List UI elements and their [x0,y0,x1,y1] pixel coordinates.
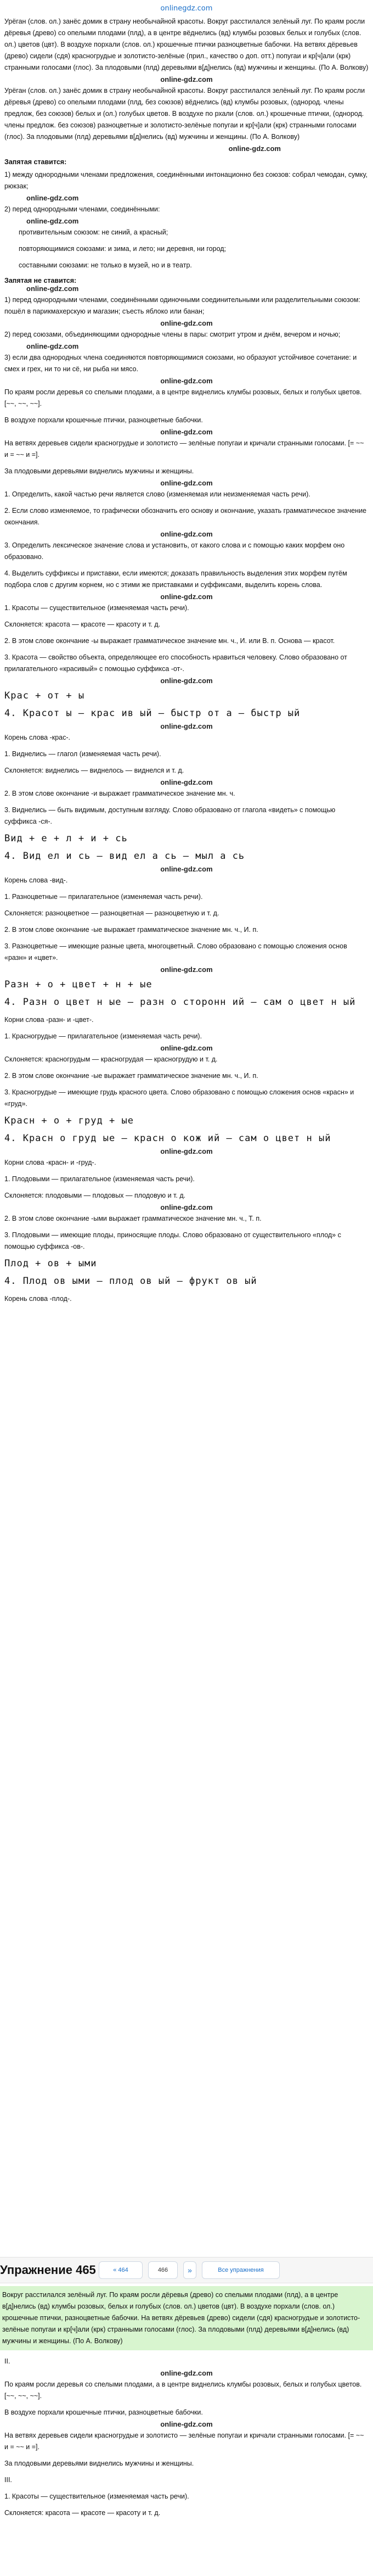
parse-line: 2. В этом слове окончание -ыми выражает грамматическое значение мн. ч., Т. п. [4,1215,262,1222]
morpheme-formula: 4. Разн о цвет н ые — разн о сторонн ий — сам о цвет н ый [4,997,356,1008]
watermark: online-gdz.com [160,865,213,873]
parse-line: 3. Плодовыми — имеющие плоды, приносящие плоды. Слово образовано от существительного «плод» с помощью суффикса -ов-. [4,1231,341,1250]
parse-line: Корни слова -красн- и -груд-. [4,1159,97,1166]
parse-line: 3. Виднелись — быть видимым, доступным взгляду. Слово образовано от глагола «видеть» с помощью суффикса -ся-. [4,806,336,825]
parse-line: Корень слова -плод-. [4,1295,72,1303]
nocomma-item: 3) если два однородных члена соединяются повторяющимися союзами, но образуют устойчивое сочетание: и смех и грех, ни то ни сё, ни рыба ни мясо. [4,354,357,373]
watermark: online-gdz.com [160,319,213,327]
morpheme-formula: Вид + е + л + и + сь [4,833,128,844]
comma-item: повторяющимися союзами: и зима, и лето; ни деревня, ни город; [19,245,227,253]
all-exercises-button[interactable]: Все упражнения [202,2261,280,2279]
comma-item: 1) между однородными членами предложения, соединёнными интонационно без союзов: собрал чемодан, сумку, рюкзак; [4,171,368,190]
parse-line: 1. Красоты — существительное (изменяемая часть речи). [4,604,189,612]
morpheme-formula: 4. Вид ел и сь — вид ел а сь — мыл а сь [4,851,245,862]
parse-line: Корни слова -разн- и -цвет-. [4,1016,94,1024]
morpheme-formula: 4. Плод ов ыми — плод ов ый — фрукт ов ый [4,1276,257,1287]
parse-line: 3. Красота — свойство объекта, определяющее его способность нравиться человеку. Слово образовано от прилагательного «красивый» с помощью суффикса -от-. [4,653,347,673]
watermark: online-gdz.com [228,144,281,153]
parse-line: Склоняется: красота — красоте — красоту и т. д. [4,621,161,628]
watermark: online-gdz.com [160,75,213,83]
morpheme-formula: Крас + от + ы [4,690,85,701]
parsed-sentence: В воздухе порхали крошечные птички, разноцветные бабочки. [4,2409,203,2416]
watermark: online-gdz.com [26,217,79,225]
comma-item: составными союзами: не только в музей, но и в театр. [19,261,192,269]
task-item: 3. Определить лексическое значение слова и установить, от какого слова и с помощью каких морфем оно образовано. [4,541,345,561]
comma-item: противительным союзом: не синий, а красный; [19,228,168,236]
parse-line: 2. В этом слове окончание -ы выражает грамматическое значение мн. ч., И. или В. п. Основа — красот. [4,637,335,645]
nocomma-title: Запятая не ставится: [4,277,77,284]
parsed-sentence: По краям росли деревья со спелыми плодами, а в центре виднелись клумбы розовых, белых и голубых цветов. [~~, ~~, ~~]. [4,388,362,407]
watermark: online-gdz.com [160,593,213,601]
parse-line: 3. Разноцветные — имеющие разные цвета, многоцветный. Слово образовано с помощью сложения основ «разн» и «цвет». [4,942,347,962]
watermark: online-gdz.com [160,965,213,974]
parsed-sentence: В воздухе порхали крошечные птички, разноцветные бабочки. [4,416,203,424]
watermark: online-gdz.com [160,530,213,538]
nocomma-item: 1) перед однородными членами, соединёнными одиночными соединительными или разделительными союзом: пошёл в парикмахерскую и магазин; съесть яблоко или банан; [4,296,360,315]
parse-line: 3. Красногрудые — имеющие грудь красного цвета. Слово образовано с помощью сложения основ «красн» и «груд». [4,1088,354,1108]
parse-line: 2. В этом слове окончание -ые выражает грамматическое значение мн. ч., И. п. [4,1072,258,1080]
parse-line: Склоняется: красота — красоте — красоту и т. д. [4,2509,161,2517]
exercise-pager [0,2257,373,2283]
parse-line: 2. В этом слове окончание -ые выражает грамматическое значение мн. ч., И. п. [4,926,258,934]
morpheme-formula: Плод + ов + ыми [4,1258,97,1269]
parse-line: 1. Плодовыми — прилагательное (изменяемая часть речи). [4,1175,195,1183]
morpheme-formula: 4. Красн о груд ые — красн о кож ий — сам о цвет н ый [4,1133,331,1144]
task-item: 1. Определить, какой частью речи является слово (изменяемая или неизменяемая часть речи). [4,490,310,498]
watermark: online-gdz.com [160,377,213,385]
parsed-sentence: За плодовыми деревьями виднелись мужчины и женщины. [4,467,194,475]
prev-exercise-button[interactable]: « 464 [99,2261,143,2279]
watermark: online-gdz.com [160,677,213,685]
roman-numeral: III. [4,2476,12,2484]
morpheme-formula: 4. Красот ы — крас ив ый — быстр от а — быстр ый [4,708,301,719]
answer-highlight: Вокруг расстилался зелёный луг. По краям росли дёревья (древо) со спелыми плодами (плд), а в центре в[д]нелись (вд) клумбы розовых, белых и голубых (слов. ол.) цветов (цвт). В воздухе порхали (слов. ол.) крошечные птички, разноцветные бабочки. На ветвях дёревьев (древо) сидели (сдя) красногрудые и золотисто-зелёные попугаи и кр[ч]али (крк) странными голосами (глос). За плодовыми (плд) деревьями в[д]нелись (вд) мужчины и женщины. (По А. Волкову) [0,2286,373,2350]
parse-line: 1. Красоты — существительное (изменяемая часть речи). [4,2493,189,2500]
roman-numeral: II. [4,2357,10,2365]
nocomma-item: 2) перед союзами, объединяющими однородные члены в пары: смотрит утром и днём, вечером и ночью; [4,331,341,338]
morpheme-formula: Разн + о + цвет + н + ые [4,979,152,990]
comma-title: Запятая ставится: [4,158,67,166]
parsed-sentence: На ветвях деревьев сидели красногрудые и золотисто — зелёные попугаи и кричали странными голосами. [= ~~ и = ~~ и =]. [4,439,364,459]
current-exercise-indicator: 466 [148,2261,178,2279]
parse-line: Корень слова -крас-. [4,734,71,741]
parse-line: Склоняется: виднелись — виднелось — виднелся и т. д. [4,767,184,774]
exercise-title: Упражнение 465 [0,2263,96,2277]
watermark: online-gdz.com [160,1044,213,1052]
watermark: online-gdz.com [160,1147,213,1155]
morpheme-formula: Красн + о + груд + ые [4,1115,134,1126]
watermark: online-gdz.com [160,2369,213,2377]
parse-line: Склоняется: красногрудым — красногрудая — красногрудую и т. д. [4,1055,218,1063]
watermark: online-gdz.com [26,194,79,202]
sentence-1: Урёган (слов. ол.) занёс домик в страну необычайной красоты. Вокруг расстилался зелёный луг. По краям росли дёревья (древо) со опелыми плодами (плд), а в центре вёднелись (вд) клумбы розовых белых и голубых (слов. ол.) цветов (цвт). В воздухе порхали (слов. ол.) крошечные птички разноцветные бабочки. На ветвях дёревьев (древо) сидели (сдя) красногрудые и золотисто-зелёные (прил., качество о доп. отт.) попугаи и кр[ч]али (крк) странными голосами (глос). За плодовыми (плд) деревьями в[д]нелись (вд) мужчины и женщины. (По А. Волкову) [4,18,369,71]
parse-line: 1. Красногрудые — прилагательное (изменяемая часть речи). [4,1032,202,1040]
watermark: online-gdz.com [26,342,79,350]
watermark: online-gdz.com [160,479,213,487]
comma-item: 2) перед однородными членами, соединёнными: [4,205,160,213]
watermark: online-gdz.com [160,778,213,786]
parse-line: Склоняется: плодовыми — плодовых — плодовую и т. д. [4,1192,186,1199]
watermark: online-gdz.com [160,1203,213,1211]
next-exercise-button[interactable]: » [183,2261,196,2279]
task-item: 4. Выделить суффиксы и приставки, если имеются; доказать правильность выделения этих морфем путём подбора слов с другим корнем, но с этими же приставками и суффиксами, выделить корень слова. [4,569,347,589]
parsed-sentence: На ветвях деревьев сидели красногрудые и золотисто — зелёные попугаи и кричали странными голосами. [= ~~ и = ~~ и =]. [4,2432,364,2451]
parsed-sentence: По краям росли деревья со спелыми плодами, а в центре виднелись клумбы розовых, белых и голубых цветов. [~~, ~~, ~~]. [4,2381,362,2400]
parse-line: Склоняется: разноцветное — разноцветная — разноцветную и т. д. [4,909,219,917]
watermark: online-gdz.com [26,284,79,293]
watermark: online-gdz.com [160,722,213,730]
parse-line: 1. Разноцветные — прилагательное (изменяемая часть речи). [4,893,203,901]
parse-line: 1. Виднелись — глагол (изменяемая часть речи). [4,750,161,758]
watermark: online-gdz.com [160,2420,213,2428]
parse-line: Корень слова -вид-. [4,876,68,884]
site-logo[interactable]: onlinegdz.com [160,4,213,13]
parse-line: 2. В этом слове окончание -и выражает грамматическое значение мн. ч. [4,790,235,797]
parsed-sentence: За плодовыми деревьями виднелись мужчины и женщины. [4,2460,194,2467]
watermark: online-gdz.com [160,428,213,436]
sentence-2: Урёган (слов. ол.) занёс домик в страну необычайной красоты. Вокруг расстилался зелёный луг. По краям росли дёревья (древо) со опелыми плодами (плд, без союзов) вёднелись (вд) клумбы розовых, (однород. члены предлож, без союзов) белых и (ол.) голубых цветов. В воздухе по рхали (слов. ол.) крошечные птички, (однород. члены предлож. без союзов) разноцветные и золотисто-зелёные попугаи и кр[ч]али (крк) странными голосами (глос). За плодовыми (плд) деревьями в[д]нелись (вд) мужчины и женщины. (По А. Волкову) [4,87,365,141]
task-item: 2. Если слово изменяемое, то графически обозначить его основу и окончание, указать грамматическое значение окончания. [4,507,366,526]
answer-section [0,2283,373,2527]
